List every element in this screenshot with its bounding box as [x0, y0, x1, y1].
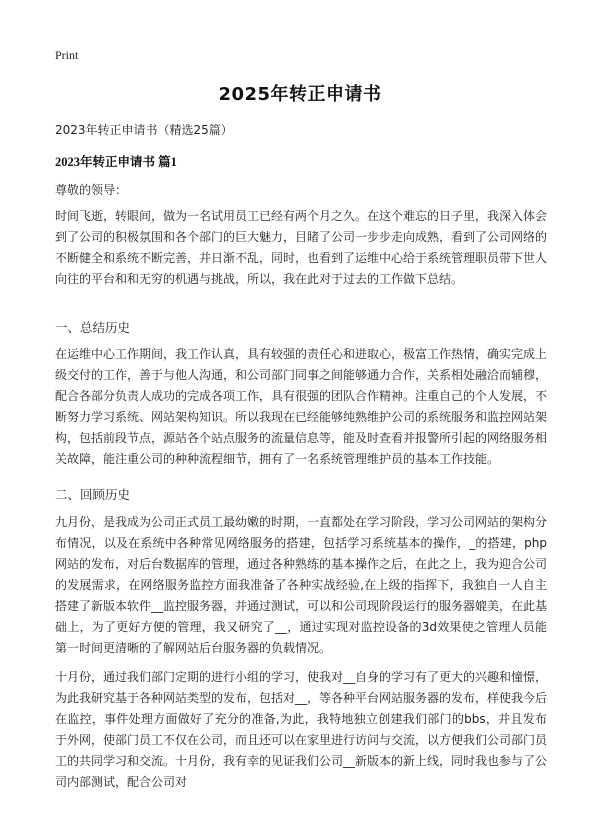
paragraph-september: 九月份，是我成为公司正式员工最幼嫩的时期，一直都处在学习阶段，学习公司网站的架构分布情况，以及在系统中各种常见网络服务的搭建，包括学习系统基本的操作，_的搭建，php网站的发布，对后台数据库的管理，通过各种熟练的基本操作之后，在此之上，我为迎合公司的发展需求，在网络服务监控方面我准备了各种实战经验,在上级的指挥下，我独自一人自主搭建了新版本软件__监控服务器，并通过测试，可以和公司现阶段运行的服务器媲美，在此基础上，为了更好方便的管理，我又研究了__，通过实现对监控设备的3d效果使之管理人员能第一时间更清晰的了解网站后台服务器的负载情况。: [55, 515, 548, 655]
paragraph-summary: 在运维中心工作期间，我工作认真，具有较强的责任心和进取心，极富工作热情，确实完成上级交付的工作，善于与他人沟通，和公司部门同事之间能够通力合作，关系相处融洽而辅穆，配合各部分负责人成功的完成各项工作，具有很强的团队合作精神。注重自己的个人发展，不断努力学习系统、网站架构知识。所以我现在已经能够纯熟维护公司的系统服务和监控网站架构，包括前段节点，源站各个站点服务的流量信息等，能及时查看并报警所引起的网络服务相关故障，能注重公司的种种流程细节，拥有了一名系统管理维护员的基本工作技能。: [55, 347, 548, 466]
document-subtitle: 2023年转正申请书（精选25篇）: [55, 123, 233, 137]
heading-summary: 一、总结历史: [55, 320, 131, 335]
paragraph-intro: 时间飞逝，转眼间，做为一名试用员工已经有两个月之久。在这个难忘的日子里，我深入体会到了公司的积极氛围和各个部门的巨大魅力，目睹了公司一步步走向成熟，看到了公司网络的不断健全和系统不断完善，并日渐不乱，同时，也看到了运维中心给于系统管理职员带下世人向往的平台和和无穷的机遇与挑战，所以，我在此对于过去的工作做下总结。: [55, 209, 548, 286]
print-label[interactable]: Print: [55, 48, 79, 62]
heading-review: 二、回顾历史: [55, 487, 131, 502]
paragraph-october: 十月份，通过我们部门定期的进行小组的学习，使我对__自身的学习有了更大的兴趣和憧憬，为此我研究基于各种网站类型的发布，包括对__，等各种平台网站服务器的发布，样使我今后在监控，事件处理方面做好了充分的准备,为此，我特地独立创建我们部门的bbs，并且发布于外网，使部门员工不仅在公司，而且还可以在家里进行访问与交流，以方便我们公司部门员工的共同学习和交流。十月份，我有幸的见证我们公司__新版本的新上线，同时我也参与了公司内部测试，配合公司对: [55, 670, 548, 789]
greeting: 尊敬的领导：: [55, 183, 128, 197]
document-title: 2025年转正申请书: [218, 84, 382, 105]
section-heading: 2023年转正申请书 篇1: [55, 155, 177, 169]
